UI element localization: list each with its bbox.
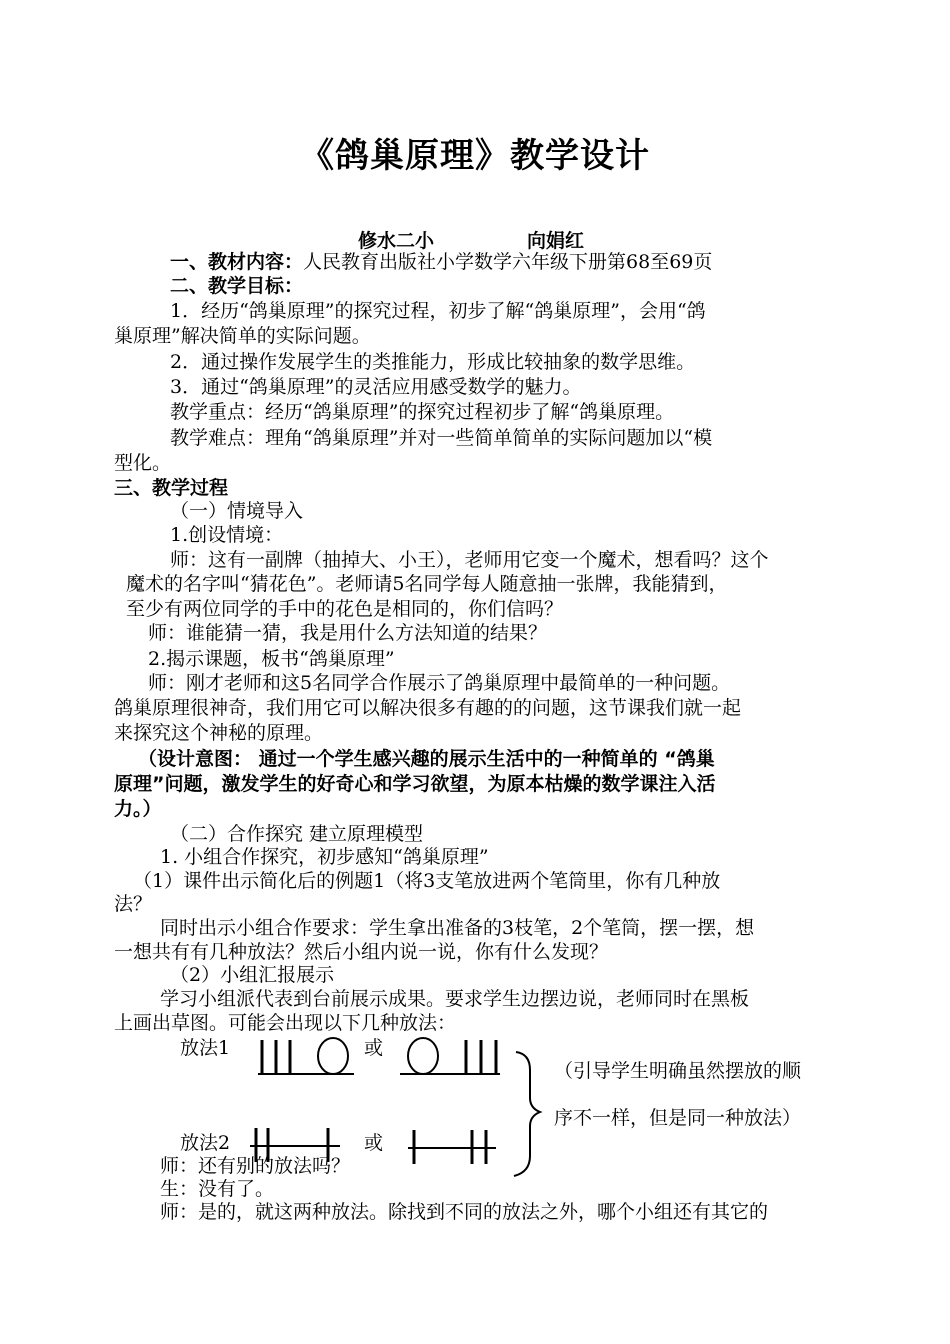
paragraph-line: 生：没有了。	[160, 1178, 275, 1200]
paragraph-line: 2.揭示课题，板书“鸽巢原理”	[148, 648, 395, 670]
paragraph-line: 型化。	[114, 452, 172, 474]
author-school: 修水二小	[358, 230, 435, 252]
paragraph-line: 法？	[114, 893, 153, 915]
design-intent-line: 力。）	[114, 798, 162, 820]
empty-holder-shape	[318, 1038, 348, 1074]
paragraph-line: 师：还有别的放法吗？	[160, 1155, 351, 1177]
paragraph-line: （1）课件出示简化后的例题1（将3支笔放进两个笔筒里，你有几种放	[133, 870, 721, 892]
paragraph-line: 2．通过操作发展学生的类推能力，形成比较抽象的数学思维。	[170, 351, 696, 373]
paragraph-line: 师：这有一副牌（抽掉大、小王），老师用它变一个魔术，想看吗？这个	[170, 549, 769, 571]
paragraph-line: 3．通过“鸽巢原理”的灵活应用感受数学的魅力。	[170, 376, 582, 398]
paragraph-line: 师：谁能猜一猜，我是用什么方法知道的结果？	[148, 622, 548, 644]
paragraph-line: 师：是的，就这两种放法。除找到不同的放法之外，哪个小组还有其它的	[160, 1201, 769, 1223]
paragraph-line: 巢原理”解决简单的实际问题。	[114, 325, 371, 347]
paragraph-line: 一想共有有几种放法？然后小组内说一说，你有什么发现？	[114, 941, 609, 963]
paragraph-line: 教学难点：理角“鸽巢原理”并对一些简单简单的实际问题加以“模	[170, 427, 713, 449]
paragraph-line: 1. 小组合作探究，初步感知“鸽巢原理”	[160, 846, 489, 868]
paragraph-line: 师：刚才老师和这5名同学合作展示了鸽巢原理中最简单的一种问题。	[148, 672, 731, 694]
brace-shape	[514, 1052, 540, 1176]
paragraph-line: 1．经历“鸽巢原理”的探究过程，初步了解“鸽巢原理”，会用“鸽	[170, 300, 706, 322]
section-heading: 三、教学过程	[114, 477, 229, 499]
paragraph-line: 1.创设情境：	[170, 524, 284, 546]
figure-note: 序不一样，但是同一种放法）	[554, 1107, 802, 1129]
paragraph-line: 学习小组派代表到台前展示成果。要求学生边摆边说，老师同时在黑板	[160, 988, 750, 1010]
paragraph-line: 鸽巢原理很神奇，我们用它可以解决很多有趣的的问题，这节课我们就一起	[114, 697, 742, 719]
or-label: 或	[364, 1037, 384, 1059]
paragraph-line: 来探究这个神秘的原理。	[114, 722, 324, 744]
paragraph-line: 教学重点：经历“鸽巢原理”的探究过程初步了解“鸽巢原理。	[170, 401, 675, 423]
page-title: 《鸽巢原理》教学设计	[300, 136, 650, 176]
subsection-heading: （一）情境导入	[170, 500, 304, 522]
method-2-label: 放法2	[180, 1132, 231, 1154]
paragraph-line: 同时出示小组合作要求：学生拿出准备的3枝笔，2个笔筒，摆一摆，想	[160, 917, 755, 939]
paragraph-line: （2）小组汇报展示	[170, 964, 335, 986]
empty-holder-shape	[408, 1038, 438, 1074]
author-name: 向娟红	[527, 230, 585, 252]
paragraph-line: 魔术的名字叫“猜花色”。老师请5名同学每人随意抽一张牌，我能猜到，	[126, 573, 728, 595]
figure-note: （引导学生明确虽然摆放的顺	[554, 1060, 802, 1082]
method-1-label: 放法1	[180, 1037, 231, 1059]
subsection-heading: （二）合作探究 建立原理模型	[170, 823, 424, 845]
section-heading: 一、教材内容：	[170, 251, 304, 273]
paragraph-line: 上画出草图。可能会出现以下几种放法：	[114, 1012, 457, 1034]
section-heading: 二、教学目标：	[170, 275, 304, 297]
design-intent-line: （设计意图： 通过一个学生感兴趣的展示生活中的一种简单的 “鸽巢	[138, 748, 715, 770]
section-text: 人民教育出版社小学数学六年级下册第68至69页	[303, 251, 713, 273]
paragraph-line: 至少有两位同学的手中的花色是相同的，你们信吗？	[126, 598, 564, 620]
or-label: 或	[364, 1132, 384, 1154]
design-intent-line: 原理”问题，激发学生的好奇心和学习欲望，为原本枯燥的数学课注入活	[114, 773, 716, 795]
